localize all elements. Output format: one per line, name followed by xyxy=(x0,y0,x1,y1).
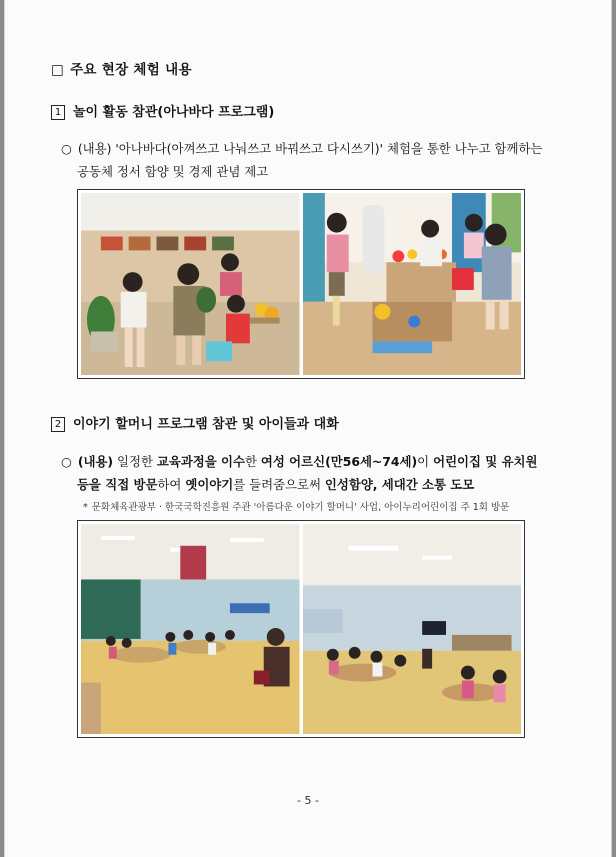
footnote-mark: * xyxy=(83,502,88,513)
footnote xyxy=(83,499,509,513)
bullet-emphasis: 인성함양, 세대간 소통 도모 xyxy=(324,477,475,492)
item-1-bullet-line1: (내용) '아나바다(아껴쓰고 나눠쓰고 바꿔쓰고 다시쓰기)' 체험을 통한 나누고 함께하는 xyxy=(77,141,543,156)
children-shopping-play-photo xyxy=(303,193,522,375)
item-1-photo-frame xyxy=(77,189,525,379)
bullet-text: 한 xyxy=(244,454,261,469)
bullet-emphasis: 등을 직접 방문 xyxy=(77,477,158,492)
bullet-text: 이 xyxy=(417,454,434,469)
item-2-title xyxy=(51,413,339,432)
item-1-title-text: 놀이 활동 참관(아나바다 프로그램) xyxy=(73,105,275,120)
item-1-number: 1 xyxy=(51,105,65,120)
classroom-market-play-photo xyxy=(81,193,300,375)
item-2-photo-frame xyxy=(77,520,525,738)
bullet-text: 일정한 xyxy=(113,454,157,469)
bullet-emphasis: 어린이집 및 유치원 xyxy=(433,454,538,469)
item-2-title-text: 이야기 할머니 프로그램 참관 및 아이들과 대화 xyxy=(73,417,339,432)
item-1-title xyxy=(51,101,274,120)
storytelling-classroom-photo-2 xyxy=(303,524,522,734)
document-page xyxy=(4,0,612,857)
bullet-text: 를 들려줌으로써 xyxy=(233,477,325,492)
bullet-emphasis: 교육과정을 이수 xyxy=(156,454,245,469)
checkbox-mark: □ xyxy=(51,62,65,78)
item-1-bullet xyxy=(61,137,561,183)
page-number: - 5 - xyxy=(297,794,319,807)
item-2-number: 2 xyxy=(51,417,65,432)
bullet-label: (내용) xyxy=(77,454,114,469)
storytelling-classroom-photo-1 xyxy=(81,524,300,734)
item-1-bullet-line2: 공동체 정서 함양 및 경제 관념 제고 xyxy=(77,164,269,179)
bullet-emphasis: 옛이야기 xyxy=(185,477,234,492)
footnote-text: 문화체육관광부 · 한국국학진흥원 주관 '아름다운 이야기 할머니' 사업, 아이누리어린이집 주 1회 방문 xyxy=(91,502,510,513)
item-2-bullet xyxy=(61,450,561,496)
bullet-circle: ○ xyxy=(61,141,72,156)
section-heading xyxy=(51,58,192,78)
bullet-circle: ○ xyxy=(61,454,72,469)
bullet-text: 하여 xyxy=(157,477,186,492)
section-heading-text: 주요 현장 체험 내용 xyxy=(70,62,192,78)
bullet-emphasis: 여성 어르신(만56세~74세) xyxy=(260,454,418,469)
